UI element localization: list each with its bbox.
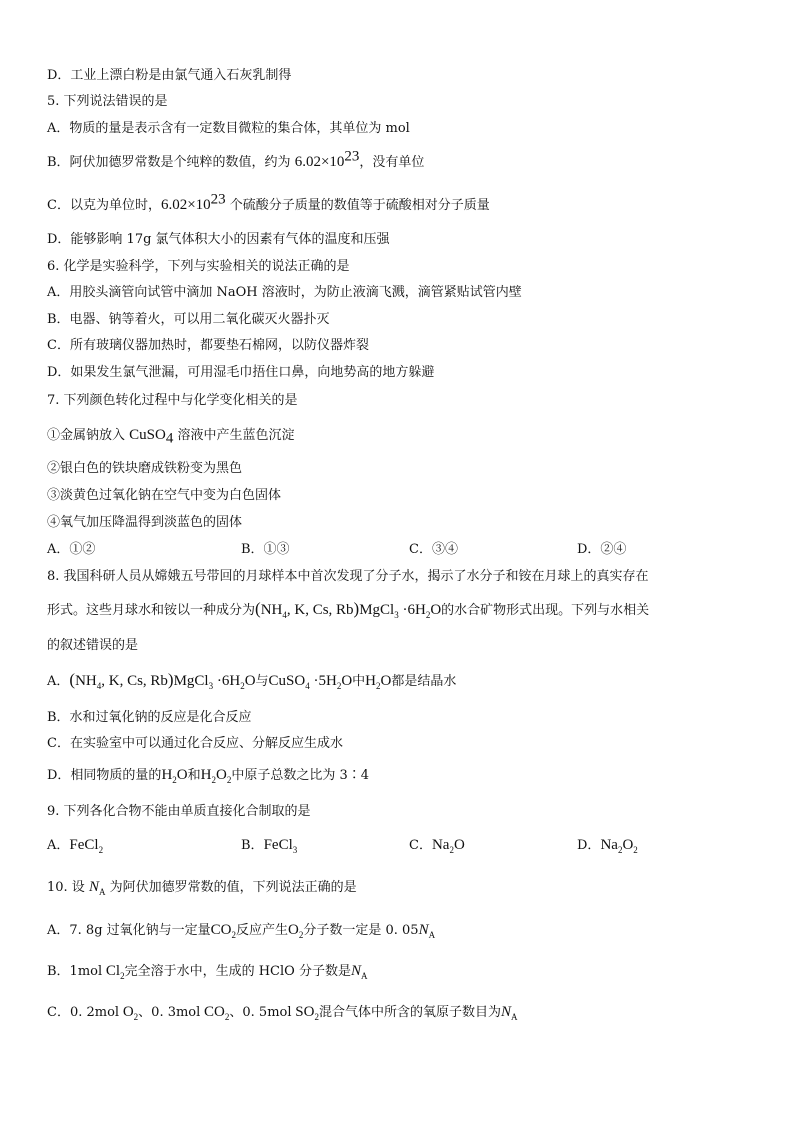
q10-option-a: A．7. 8g 过氧化钠与一定量$CO_2$反应产生$O_2$分子数一定是 0. $05N_A$	[47, 922, 436, 940]
q5-option-d: D．能够影响 17g 氯气体积大小的因素有气体的温度和压强	[47, 232, 390, 247]
q4-option-d: D．工业上漂白粉是由氯气通入石灰乳制得	[47, 68, 292, 83]
q9-options	[47, 836, 747, 856]
q10-option-c: C．0. 2mol $O_2$、0. 3mol $CO_2$、0. 5mol $SO_2$混合气体中所含的氧原子数目为$N_A$	[47, 1004, 518, 1022]
q7-option-c: C．③④	[409, 542, 458, 557]
q5-option-b: B．阿伏加德罗常数是个纯粹的数值，约为 $6.02\times 10^{23}$，没有单位	[47, 148, 425, 170]
q7-statement-2: ②银白色的铁块磨成铁粉变为黑色	[47, 461, 243, 476]
q9-option-c: C．$Na_2O$	[409, 837, 465, 855]
q5-option-c: C．以克为单位时，$6.02\times 10^{23}$ 个硫酸分子质量的数值等于硫酸相对分子质量	[47, 191, 490, 213]
q7-options	[47, 541, 747, 559]
q8-option-c: C．在实验室中可以通过化合反应、分解反应生成水	[47, 736, 343, 751]
q9-option-b: B．FeCl$_3$	[241, 837, 298, 855]
q7-option-a: A．①②	[47, 542, 96, 557]
q6-option-b: B．电器、钠等着火，可以用二氧化碳灭火器扑灭	[47, 312, 330, 327]
q8-option-b: B．水和过氧化钠的反应是化合反应	[47, 710, 252, 725]
q7-option-b: B．①③	[241, 542, 290, 557]
q5-option-a: A．物质的量是表示含有一定数目微粒的集合体，其单位为 mol	[47, 121, 410, 136]
q8-option-d: D．相同物质的量的$H_2O$和$H_2O_2$中原子总数之比为 3∶4	[47, 767, 370, 785]
mineral-formula: ($NH_4$, K, Cs, Rb)MgCl$_3$ $\cdot 6H_2O$	[255, 599, 442, 620]
q8-stem-line-1: 8. 我国科研人员从嫦娥五号带回的月球样本中首次发现了分子水，揭示了水分子和铵在月球上的真实存在	[47, 569, 649, 584]
q6-option-d: D．如果发生氯气泄漏，可用湿毛巾捂住口鼻，向地势高的地方躲避	[47, 365, 435, 380]
q7-stem: 7. 下列颜色转化过程中与化学变化相关的是	[47, 393, 298, 408]
q8-stem-line-3: 的叙述错误的是	[47, 638, 139, 653]
q9-option-a: A．FeCl$_2$	[47, 837, 104, 855]
q6-option-a: A．用胶头滴管向试管中滴加 NaOH 溶液时，为防止液滴飞溅，滴管紧贴试管内壁	[47, 285, 522, 300]
q8-option-a: A．($NH_4$, K, Cs, Rb)MgCl$_3$ $\cdot 6H_2O$与CuSO$_4$ $\cdot 5H_2O$中$H_2O$都是结晶水	[47, 670, 457, 691]
q10-option-b: B．1mol $Cl_2$完全溶于水中，生成的 HClO 分子数是$N_A$	[47, 963, 368, 981]
q6-stem: 6. 化学是实验科学，下列与实验相关的说法正确的是	[47, 259, 350, 274]
q5-stem: 5. 下列说法错误的是	[47, 94, 168, 109]
q7-statement-1: ①金属钠放入 CuSO$_4$ 溶液中产生蓝色沉淀	[47, 427, 295, 447]
q6-option-c: C．所有玻璃仪器加热时，都要垫石棉网，以防仪器炸裂	[47, 338, 369, 353]
q9-option-d: D．$Na_2O_2$	[577, 837, 638, 855]
q7-statement-3: ③淡黄色过氧化钠在空气中变为白色固体	[47, 488, 282, 503]
q7-option-d: D．②④	[577, 542, 627, 557]
q9-stem: 9. 下列各化合物不能由单质直接化合制取的是	[47, 804, 311, 819]
q7-statement-4: ④氧气加压降温得到淡蓝色的固体	[47, 515, 243, 530]
q10-stem: 10. 设 $N_A$ 为阿伏加德罗常数的值，下列说法正确的是	[47, 879, 357, 897]
q8-stem-line-2: 形式。这些月球水和铵以一种成分为($NH_4$, K, Cs, Rb)MgCl$_3$ $\cdot 6H_2O$的水合矿物形式出现。下列与水相关	[47, 599, 650, 620]
